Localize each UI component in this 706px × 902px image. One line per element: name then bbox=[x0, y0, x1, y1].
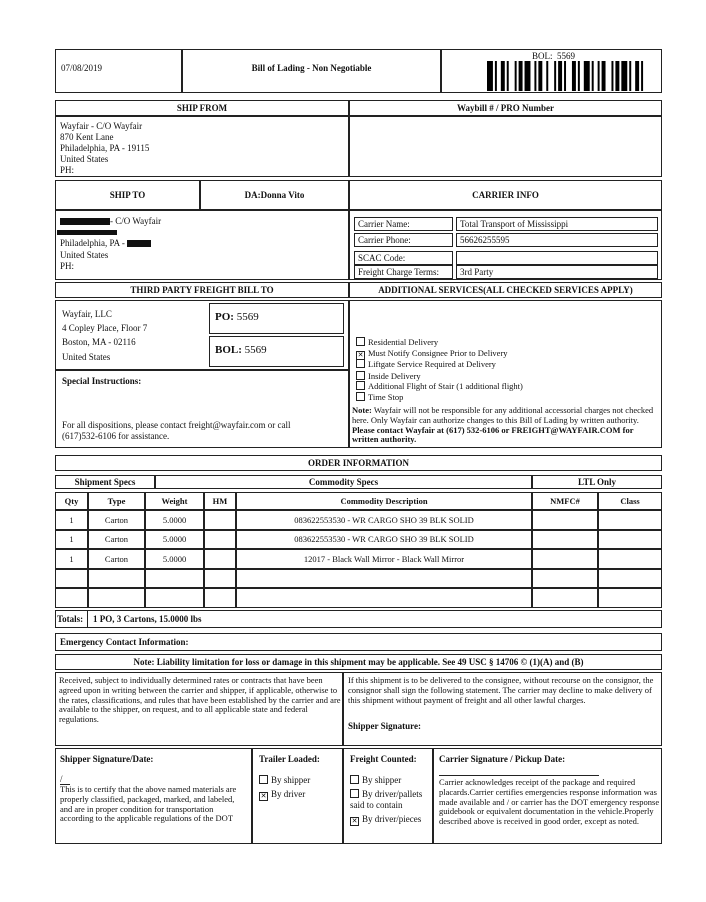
table-cell: 1 bbox=[55, 510, 88, 530]
freight-terms-value: 3rd Party bbox=[460, 267, 494, 277]
bol-box-value: 5569 bbox=[244, 344, 267, 356]
group-ltl: LTL Only bbox=[578, 477, 616, 487]
table-cell bbox=[532, 510, 598, 530]
table-header-cell: Weight bbox=[145, 492, 204, 510]
table-cell bbox=[598, 588, 662, 608]
table-cell: Carton bbox=[88, 510, 145, 530]
ship-to-line-3 bbox=[60, 238, 151, 248]
freight-heading: Freight Counted: bbox=[350, 754, 417, 764]
table-cell: Carton bbox=[88, 530, 145, 550]
carrier-phone-label: Carrier Phone: bbox=[358, 235, 411, 245]
emergency-label: Emergency Contact Information: bbox=[60, 637, 189, 647]
checkbox[interactable] bbox=[356, 337, 365, 346]
redacted-block bbox=[127, 240, 151, 247]
service-time-stop bbox=[356, 392, 403, 402]
trailer-heading: Trailer Loaded: bbox=[259, 754, 320, 764]
table-cell bbox=[598, 569, 662, 589]
table-cell bbox=[55, 569, 88, 589]
table-cell: Carton bbox=[88, 549, 145, 569]
service-label: Additional Flight of Stair (1 additional flight) bbox=[368, 381, 523, 391]
table-cell bbox=[598, 530, 662, 550]
trailer-opt-label: By driver bbox=[271, 789, 306, 799]
table-cell: 1 bbox=[55, 549, 88, 569]
table-cell bbox=[532, 530, 598, 550]
table-cell bbox=[204, 588, 236, 608]
service-label: Must Notify Consignee Prior to Delivery bbox=[368, 348, 508, 358]
service-label: Liftgate Service Required at Delivery bbox=[368, 359, 496, 369]
ship-to-phone: PH: bbox=[60, 261, 75, 271]
ship-to-city: Philadelphia, PA - bbox=[60, 238, 125, 248]
checkbox[interactable] bbox=[350, 775, 359, 784]
note-text: Wayfair will not be responsible for any additional accessorial charges not checked here. Only Wayfair can authorize changes to this Bill of Lading by written authority. bbox=[352, 405, 654, 425]
checkbox[interactable] bbox=[356, 381, 365, 390]
table-cell bbox=[532, 549, 598, 569]
ship-from-line: Philadelphia, PA - 19115 bbox=[60, 143, 150, 153]
po-value: 5569 bbox=[236, 311, 259, 323]
shipper-sig-text: This is to certify that the above named materials are properly classified, packaged, marked, and labeled, and are in proper condition for transportation according to the applicable regulations of the DOT bbox=[60, 784, 237, 824]
table-cell bbox=[55, 588, 88, 608]
checkbox[interactable] bbox=[350, 789, 359, 798]
carrier-name-label: Carrier Name: bbox=[358, 219, 410, 229]
received-text: Received, subject to individually determined rates or contracts that have been agreed upon in writing between the carrier and shipper, if applicable, otherwise to the rates, classifications, and rules that have been established by the carrier and are available to the shipper, on request, and to all applicable state and federal regulations. bbox=[59, 675, 341, 725]
shipper-sig-heading: Shipper Signature/Date: bbox=[60, 754, 154, 764]
carrier-sig-line bbox=[439, 775, 599, 776]
bol-box-label: BOL: bbox=[215, 344, 242, 356]
po-field bbox=[215, 311, 259, 324]
checkbox[interactable]: ✕ bbox=[260, 792, 267, 800]
table-cell bbox=[598, 510, 662, 530]
checkbox[interactable] bbox=[356, 392, 365, 401]
checkbox[interactable] bbox=[356, 359, 365, 368]
redacted-block bbox=[57, 230, 117, 235]
additional-heading: ADDITIONAL SERVICES(ALL CHECKED SERVICES APPLY) bbox=[378, 285, 633, 295]
table-header-cell: Commodity Description bbox=[236, 492, 532, 510]
ship-to-country: United States bbox=[60, 250, 109, 260]
group-commodity: Commodity Specs bbox=[308, 477, 379, 487]
checkbox[interactable] bbox=[356, 371, 365, 380]
ship-to-line-1 bbox=[60, 216, 161, 226]
trailer-opt-label: By shipper bbox=[271, 775, 311, 785]
table-cell: 5.0000 bbox=[145, 549, 204, 569]
po-label: PO: bbox=[215, 311, 234, 323]
trailer-opt-driver bbox=[259, 789, 305, 801]
bol-header-label bbox=[532, 51, 575, 61]
ship-from-line: United States bbox=[60, 154, 109, 164]
bol-number: 5569 bbox=[557, 51, 576, 61]
carrier-sig-heading: Carrier Signature / Pickup Date: bbox=[439, 754, 566, 764]
carrier-heading: CARRIER INFO bbox=[472, 190, 539, 200]
third-party-line: United States bbox=[62, 352, 111, 362]
instructions-heading: Special Instructions: bbox=[62, 376, 142, 386]
table-cell: 1 bbox=[55, 530, 88, 550]
ship-to-suffix: - C/O Wayfair bbox=[110, 216, 162, 226]
scac-label: SCAC Code: bbox=[358, 253, 406, 263]
bol-field bbox=[215, 344, 267, 357]
carrier-phone-value: 56626255595 bbox=[460, 235, 510, 245]
third-party-line: Boston, MA - 02116 bbox=[62, 337, 136, 347]
bill-date: 07/08/2019 bbox=[61, 63, 103, 73]
table-header-cell: Type bbox=[88, 492, 145, 510]
totals-value: 1 PO, 3 Cartons, 15.0000 lbs bbox=[93, 614, 202, 624]
freight-terms-label: Freight Charge Terms: bbox=[358, 267, 440, 277]
checkbox[interactable]: ✕ bbox=[357, 351, 364, 359]
checkbox[interactable]: ✕ bbox=[351, 817, 358, 825]
table-cell bbox=[204, 569, 236, 589]
service-inside bbox=[356, 371, 421, 381]
table-cell: 12017 - Black Wall Mirror - Black Wall Mirror bbox=[236, 549, 532, 569]
ship-from-line: PH: bbox=[60, 165, 75, 175]
table-cell bbox=[236, 569, 532, 589]
note-bold: Please contact Wayfair at (617) 532-6106 or FREIGHT@WAYFAIR.COM for written authority. bbox=[352, 424, 634, 445]
service-liftgate bbox=[356, 359, 496, 369]
note-label: Note: bbox=[352, 405, 372, 415]
service-label: Time Stop bbox=[368, 392, 404, 402]
ship-from-line: 870 Kent Lane bbox=[60, 132, 114, 142]
additional-note bbox=[352, 406, 660, 445]
table-cell bbox=[532, 569, 598, 589]
waybill-heading: Waybill # / PRO Number bbox=[456, 103, 554, 113]
order-heading: ORDER INFORMATION bbox=[307, 458, 410, 468]
ship-from-line: Wayfair - C/O Wayfair bbox=[60, 121, 143, 131]
table-cell bbox=[204, 530, 236, 550]
freight-opt-shipper bbox=[350, 775, 401, 785]
service-label: Residential Delivery bbox=[368, 337, 439, 347]
ship-to-line-2 bbox=[57, 227, 117, 237]
table-cell: 083622553530 - WR CARGO SHO 39 BLK SOLID bbox=[236, 530, 532, 550]
carrier-value-cell bbox=[456, 251, 658, 265]
ship-to-heading: SHIP TO bbox=[109, 190, 146, 200]
service-label: Inside Delivery bbox=[368, 371, 421, 381]
freight-opt-label: By driver/pallets said to contain bbox=[350, 789, 423, 810]
table-header-cell: HM bbox=[204, 492, 236, 510]
third-party-line: 4 Copley Place, Floor 7 bbox=[62, 323, 148, 333]
ship-from-heading: SHIP FROM bbox=[176, 103, 228, 113]
third-party-line: Wayfair, LLC bbox=[62, 309, 112, 319]
table-cell bbox=[204, 510, 236, 530]
totals-label: Totals: bbox=[57, 614, 84, 624]
table-cell bbox=[598, 549, 662, 569]
table-cell bbox=[236, 588, 532, 608]
table-cell bbox=[532, 588, 598, 608]
table-cell bbox=[88, 588, 145, 608]
liability-note: Note: Liability limitation for loss or damage in this shipment may be applicable. See 49 USC § 14706 © (1)(A) and (B) bbox=[133, 657, 584, 667]
freight-opt-pallets bbox=[350, 789, 432, 811]
table-cell: 5.0000 bbox=[145, 530, 204, 550]
group-shipment: Shipment Specs bbox=[74, 477, 136, 487]
table-cell bbox=[145, 588, 204, 608]
waybill-body bbox=[349, 116, 662, 177]
bol-label: BOL: bbox=[532, 51, 553, 61]
table-header-cell: Class bbox=[598, 492, 662, 510]
table-cell bbox=[145, 569, 204, 589]
page-title: Bill of Lading - Non Negotiable bbox=[251, 63, 372, 73]
shipper-signature-label: Shipper Signature: bbox=[348, 721, 421, 731]
table-header-cell: NMFC# bbox=[532, 492, 598, 510]
table-cell bbox=[88, 569, 145, 589]
checkbox[interactable] bbox=[259, 775, 268, 784]
consignee-text: If this shipment is to be delivered to the consignee, without recourse on the consignor, the consignor shall sign the following statement. The carrier may decline to make delivery of this shipment without payment of freight and all other lawful charges. bbox=[348, 675, 654, 705]
table-cell bbox=[204, 549, 236, 569]
shipper-sig-slash: / bbox=[60, 774, 63, 784]
freight-opt-label: By driver/pieces bbox=[362, 814, 422, 824]
table-cell: 083622553530 - WR CARGO SHO 39 BLK SOLID bbox=[236, 510, 532, 530]
carrier-sig-text: Carrier acknowledges receipt of the package and required placards.Carrier certifies emergencies response information was made available and / or carrier has the DOT emergency response guidebook or equivalent documentation in the vehicle.Properly described above is received in good order, except as noted. bbox=[439, 777, 660, 827]
service-residential bbox=[356, 337, 438, 347]
barcode-icon bbox=[487, 61, 649, 91]
service-stairs bbox=[356, 381, 523, 391]
ship-to-da: DA:Donna Vito bbox=[244, 190, 305, 200]
trailer-opt-shipper bbox=[259, 775, 310, 785]
table-cell: 5.0000 bbox=[145, 510, 204, 530]
table-header-cell: Qty bbox=[55, 492, 88, 510]
freight-opt-label: By shipper bbox=[362, 775, 402, 785]
carrier-name-value: Total Transport of Mississippi bbox=[460, 219, 569, 229]
instructions-text: For all dispositions, please contact freight@wayfair.com or call (617)532-6106 for assistance. bbox=[62, 420, 291, 441]
redacted-block bbox=[60, 218, 110, 225]
freight-opt-pieces bbox=[350, 814, 421, 826]
third-party-heading: THIRD PARTY FREIGHT BILL TO bbox=[130, 285, 274, 295]
